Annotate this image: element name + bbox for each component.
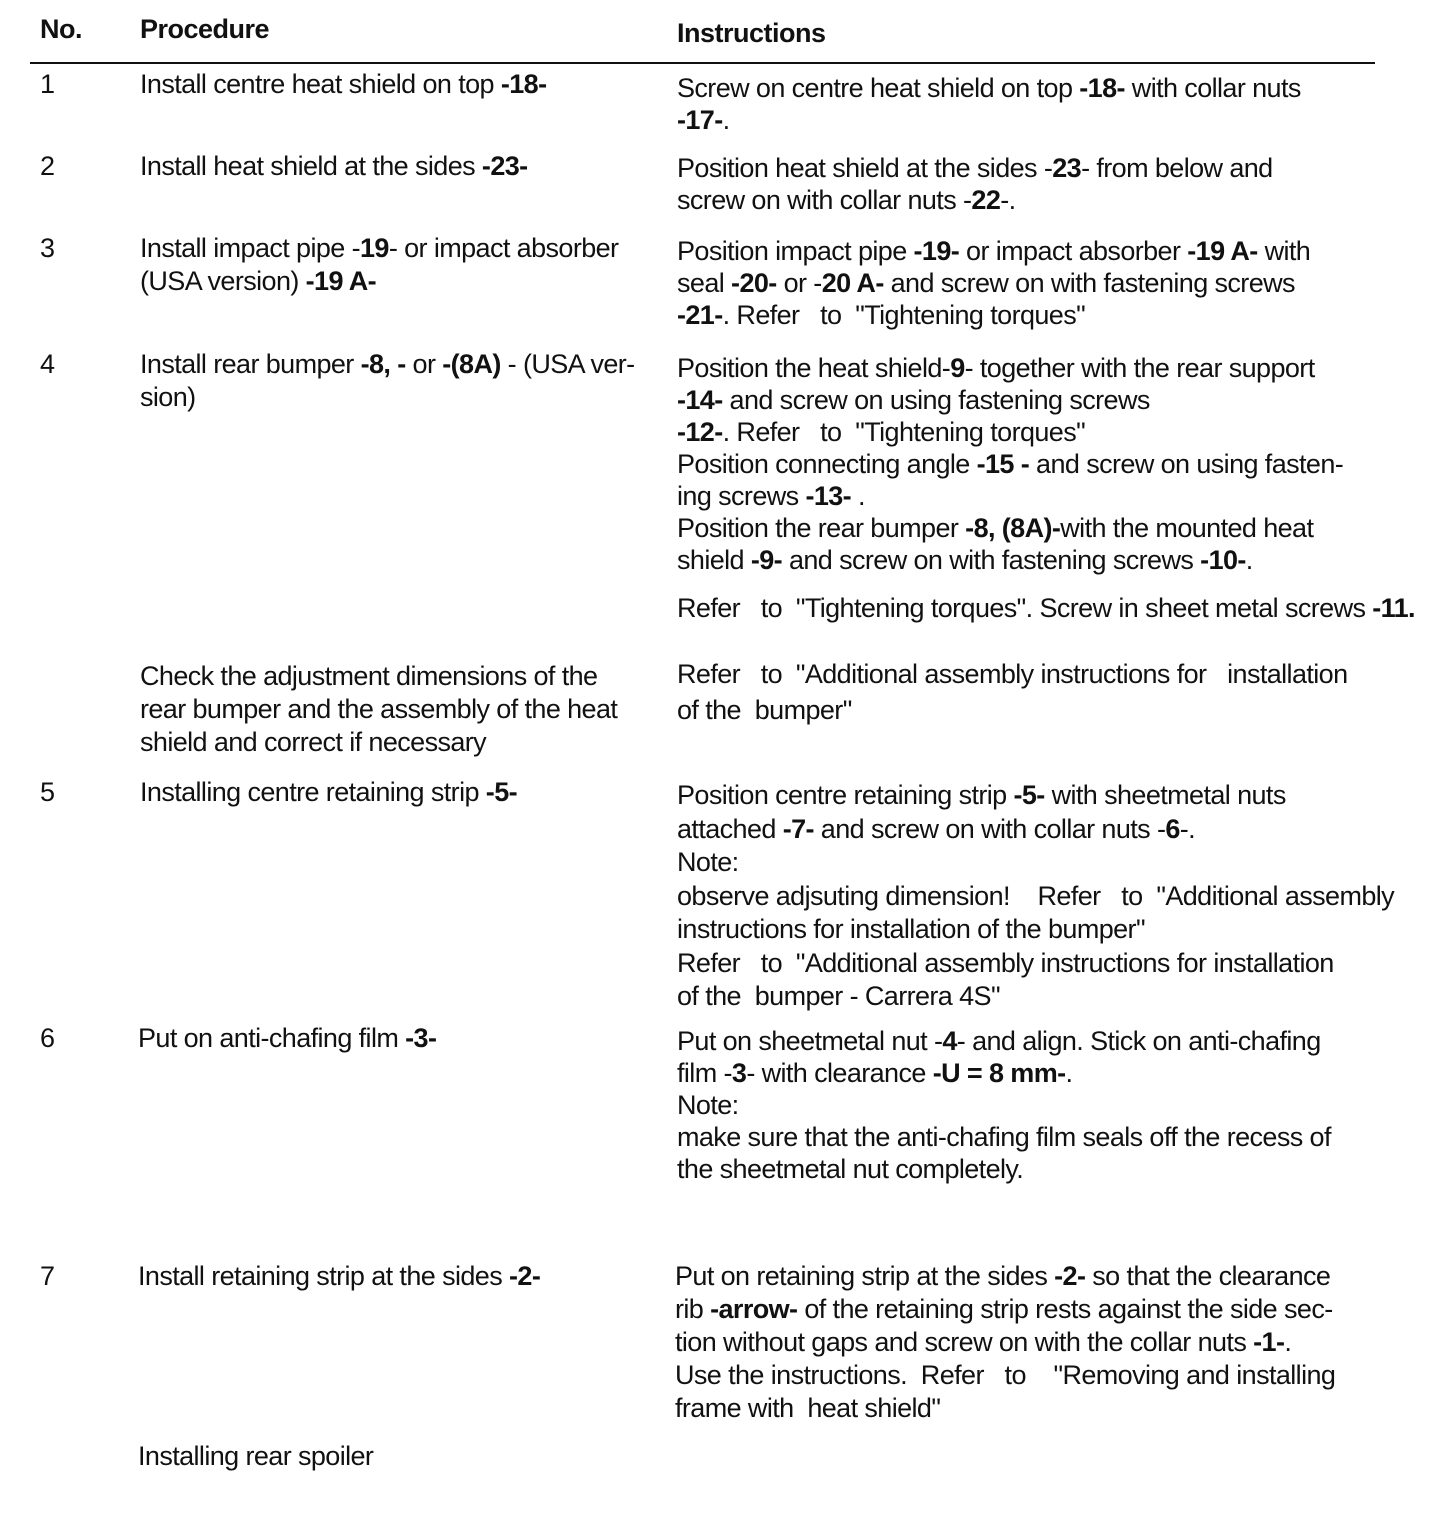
text-line [677,152,1427,184]
text-line [140,776,665,809]
text-segment: with [1257,236,1311,266]
instructions-text [677,656,1427,728]
text-segment: . [722,105,730,135]
bold-reference: -21- [677,300,723,330]
bold-reference: -(8A) [442,349,501,379]
text-line [140,381,665,414]
bold-reference: -19 A- [1187,236,1258,266]
text-segment: frame with heat shield" [675,1393,941,1423]
row-number: 1 [40,69,56,99]
text-segment: rear bumper and the assembly of the heat [140,694,618,724]
text-segment: or impact absorber [959,236,1188,266]
bold-reference: -15 - [976,449,1030,479]
text-segment: -. [1179,813,1196,844]
text-segment: Install centre heat shield on top [140,69,501,99]
text-segment: Note: [677,1090,739,1120]
text-line [675,1326,1425,1359]
text-line [677,1089,1427,1121]
text-segment: Note: [677,847,739,877]
text-segment: with collar nuts [1124,73,1301,103]
text-segment: Position impact pipe [677,236,914,266]
row-number: 7 [40,1261,56,1291]
bold-reference: -3- [405,1023,437,1053]
bold-reference: -12- [677,417,723,447]
procedure-text [140,660,665,759]
bold-reference: 9 [950,353,965,383]
text-segment: and screw on with fastening screws [782,545,1201,575]
text-segment: instructions for installation of the bumper" [677,914,1145,944]
text-line [138,1260,663,1293]
text-line [677,184,1427,216]
text-line [677,544,1427,576]
text-segment: with the mounted heat [1060,513,1314,543]
text-segment: - or impact absorber [388,233,619,263]
text-segment: Use the instructions. Refer to "Removing and installing [675,1360,1336,1390]
text-segment: tion without gaps and screw on with the collar nuts [675,1327,1254,1357]
text-segment: seal [677,268,732,298]
text-segment: and screw on using fastening screws [722,385,1150,415]
instructions-text [677,235,1427,331]
text-line [677,352,1427,384]
text-segment: -. [1000,185,1016,215]
bold-reference: -23- [481,151,528,181]
text-line [677,813,1427,847]
instructions-extra-text [677,592,1437,624]
text-line [675,1293,1425,1326]
bold-reference: -14- [677,385,723,415]
text-segment: Refer to "Tightening torques". Screw in sheet metal screws [677,593,1373,623]
text-segment: so that the clearance [1085,1261,1331,1291]
header-rule [30,62,1375,64]
text-segment: the sheetmetal nut completely. [677,1154,1024,1184]
text-segment: attached [677,813,783,844]
bold-reference: -9- [750,545,783,575]
row-number: 2 [40,151,56,181]
text-segment: . [851,481,865,511]
bold-reference: -18- [500,69,547,99]
text-line [675,1359,1425,1392]
text-segment: . [1245,545,1253,575]
text-segment: . [1284,1327,1292,1357]
bold-reference: -8, - [360,349,406,379]
text-segment: with sheetmetal nuts [1044,780,1286,810]
bold-reference: -19- [913,236,960,266]
text-line [677,880,1427,914]
text-segment: of the retaining strip rests against the side sec- [797,1294,1333,1324]
bold-reference: -11. [1372,593,1415,623]
text-segment: film - [677,1058,732,1088]
text-segment: Put on sheetmetal nut - [677,1026,943,1056]
footer-procedure-text: Installing rear spoiler [138,1441,374,1471]
bold-reference: 22 [971,185,1001,215]
text-segment: or [405,349,443,379]
text-segment: . Refer to "Tightening torques" [722,417,1086,447]
bold-reference: -2- [1054,1261,1086,1291]
text-segment: of the bumper - Carrera 4S" [677,981,1000,1011]
text-line [140,68,665,101]
text-line [140,660,665,693]
bold-reference: -17- [677,105,723,135]
text-segment: make sure that the anti-chafing film seals off the recess of [677,1122,1331,1152]
text-segment: sion) [140,382,196,412]
text-line [677,480,1427,512]
bold-reference: -U = 8 mm- [932,1058,1066,1088]
text-segment: Position the rear bumper [677,513,966,543]
text-line [140,726,665,759]
text-line [677,947,1427,981]
text-segment: Put on retaining strip at the sides [675,1261,1055,1291]
text-segment: Check the adjustment dimensions of the [140,661,598,691]
bold-reference: -10- [1200,545,1246,575]
text-line [677,416,1427,448]
procedure-text [138,1022,663,1055]
text-segment: and screw on with collar nuts - [813,813,1166,844]
bold-reference: 23 [1052,153,1082,183]
text-line [677,1121,1427,1153]
header-instructions: Instructions [677,18,826,48]
instructions-text [677,779,1427,1014]
text-segment: screw on with collar nuts - [677,185,972,215]
text-segment: of the bumper" [677,695,852,725]
bold-reference: 6 [1165,813,1180,844]
text-segment: Refer to "Additional assembly instructions for installation [677,947,1334,978]
row-number: 3 [40,233,56,263]
procedure-text [140,68,665,101]
bold-reference: -5- [485,777,517,807]
text-line [677,592,1437,624]
text-segment: . Refer to "Tightening torques" [722,300,1086,330]
instructions-text [677,1025,1427,1185]
text-line [677,267,1427,299]
text-line [677,1057,1427,1089]
bold-reference: 4 [942,1026,957,1056]
text-line [140,693,665,726]
text-segment: rib [675,1294,711,1324]
text-line [677,1153,1427,1185]
text-segment: - (USA ver- [500,349,635,379]
bold-reference: -2- [509,1261,541,1291]
text-segment: . [1065,1058,1073,1088]
text-line [677,1025,1427,1057]
text-segment: Install rear bumper [140,349,361,379]
procedure-text [140,232,665,298]
text-segment: Screw on centre heat shield on top [677,73,1080,103]
bold-reference: -7- [782,813,814,844]
text-segment: - with clearance [746,1058,933,1088]
text-segment: Install impact pipe - [140,233,360,263]
text-segment: Position the heat shield- [677,353,951,383]
text-segment: Install retaining strip at the sides [138,1261,510,1291]
bold-reference: -5- [1013,780,1045,810]
text-line [140,150,665,183]
text-line [675,1392,1425,1425]
text-line [677,980,1427,1014]
bold-reference: -8, (8A)- [965,513,1061,543]
text-line [138,1022,663,1055]
text-segment: Position centre retaining strip [677,780,1014,810]
text-segment: and screw on with fastening screws [883,268,1295,298]
bold-reference: -20- [731,268,777,298]
row-number: 6 [40,1023,56,1053]
bold-reference: -13- [805,481,852,511]
text-line [677,72,1427,104]
bold-reference: 3 [731,1058,747,1088]
text-line [677,512,1427,544]
procedure-text [140,776,665,809]
text-line [677,235,1427,267]
procedure-text [140,348,665,414]
text-line [677,913,1427,947]
text-segment: - together with the rear support [964,353,1315,383]
text-segment: shield and correct if necessary [140,727,487,757]
text-segment: ing screws [677,481,806,511]
header-procedure: Procedure [140,14,270,44]
text-line [677,846,1427,880]
bold-reference: 20 A- [821,268,884,298]
bold-reference: 19 [360,233,389,263]
instructions-text [677,72,1427,136]
bold-reference: -19 A- [305,266,377,296]
text-line [677,448,1427,480]
text-segment: or - [776,268,822,298]
text-segment: (USA version) [140,266,306,296]
text-line [677,779,1427,813]
text-segment: and screw on using fasten- [1029,449,1344,479]
text-segment: Position connecting angle [677,449,977,479]
bold-reference: -arrow- [710,1294,798,1324]
text-line [140,265,665,298]
text-line [677,384,1427,416]
text-segment: shield [677,545,751,575]
text-line [677,299,1427,331]
row-number: 5 [40,777,56,807]
bold-reference: -18- [1079,73,1125,103]
bold-reference: -1- [1253,1327,1285,1357]
text-line [675,1260,1425,1293]
text-segment: Put on anti-chafing film [138,1023,406,1053]
text-segment: Position heat shield at the sides - [677,153,1053,183]
procedure-text [140,150,665,183]
text-segment: - from below and [1081,153,1273,183]
text-segment: Installing centre retaining strip [140,777,486,807]
instructions-text [677,352,1427,576]
text-line [140,348,665,381]
text-line [677,692,1427,728]
text-line [677,656,1427,692]
procedure-text [138,1260,663,1293]
text-segment: Refer to "Additional assembly instructions for installation [677,659,1348,689]
row-number: 4 [40,349,56,379]
text-line [140,232,665,265]
header-no: No. [40,14,82,44]
text-segment: observe adjsuting dimension! Refer to "Additional assembly [677,880,1395,911]
instructions-text [675,1260,1425,1425]
text-segment: - and align. Stick on anti-chafing [956,1026,1321,1056]
instructions-text [677,152,1427,216]
text-segment: Install heat shield at the sides [140,151,482,181]
text-line [677,104,1427,136]
